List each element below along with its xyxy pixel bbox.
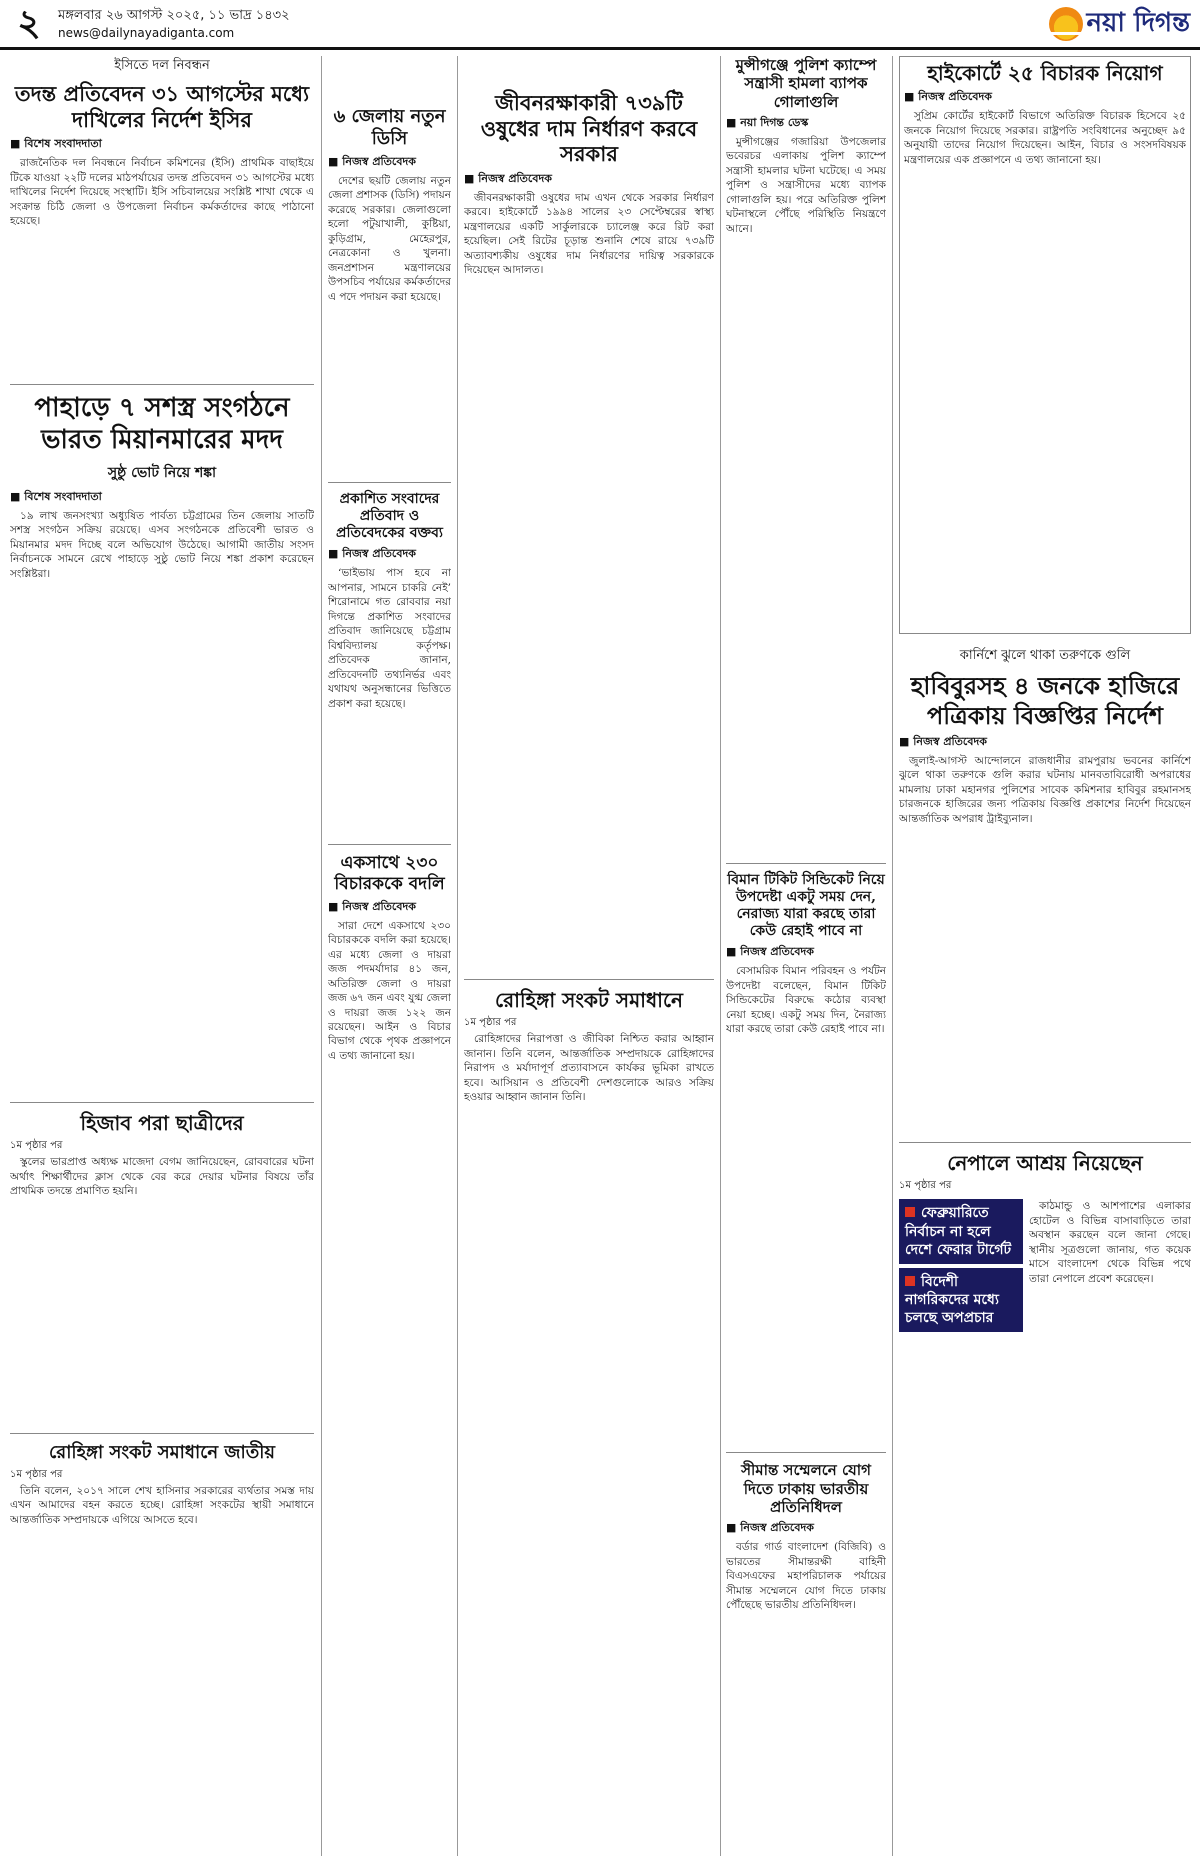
story-paragraph: ‘ভাইভায় পাস হবে না আপনার, সামনে চাকরি নেই’ শিরোনামে গত রোববার নয়া দিগন্তে প্রকাশিত সংবাদের প্রতিবাদ জানিয়েছে চট্টগ্রাম বিশ্ববিদ্যালয় কর্তৃপক্ষ। প্রতিবেদক জানান, প্রতিবেদনটি তথ্যনির্ভর এবং যথাযথ অনুসন্ধানের ভিত্তিতে প্রকাশ করা হয়েছে। (328, 567, 451, 710)
story-paragraph: মুন্সীগঞ্জের গজারিয়া উপজেলার ভবেরচর এলাকায় পুলিশ ক্যাম্পে সন্ত্রাসী হামলার ঘটনা ঘটেছে। এ সময় পুলিশ ও সন্ত্রাসীদের মধ্যে ব্যাপক গোলাগুলি হয়। পরে অতিরিক্ত পুলিশ ঘটনাস্থলে পৌঁছে পরিস্থিতি নিয়ন্ত্রণে আনে। (726, 135, 886, 235)
highlight-item (899, 1268, 1023, 1333)
story-body (328, 174, 451, 474)
story-kicker: ইসিতে দল নিবন্ধন (114, 58, 210, 73)
story-headline[interactable]: পাহাড়ে ৭ সশস্ত্র সংগঠনে ভারত মিয়ানমারের মদদ (34, 393, 290, 455)
newspaper-logo[interactable] (1049, 4, 1190, 44)
story-byline: ■ নয়া দিগন্ত ডেস্ক (726, 114, 886, 133)
continuation-label: ১ম পৃষ্ঠার পর (899, 1180, 952, 1192)
story-byline: ■ বিশেষ সংবাদদাতা (10, 488, 314, 507)
story-byline: ■ নিজস্ব প্রতিবেদক (904, 88, 1186, 107)
story-headline[interactable]: মুন্সীগঞ্জে পুলিশ ক্যাম্পে সন্ত্রাসী হামলা ব্যাপক গোলাগুলি (735, 56, 877, 111)
story-headline[interactable]: তদন্ত প্রতিবেদন ৩১ আগস্টের মধ্যে দাখিলের নির্দেশ ইসির (14, 81, 310, 132)
story-paragraph: সুপ্রিম কোর্টের হাইকোর্ট বিভাগে অতিরিক্ত বিচারক হিসেবে ২৫ জনকে নিয়োগ দিয়েছে সরকার। রাষ্ট্রপতি সংবিধানের অনুচ্ছেদ ৯৫ অনুযায়ী তাদের নিয়োগ দিয়েছেন। আইন, বিচার ও সংসদবিষয়ক মন্ত্রণালয়ের এক প্রজ্ঞাপনে এ তথ্য জানানো হয়। (904, 110, 1186, 166)
story-byline: ■ নিজস্ব প্রতিবেদক (328, 545, 451, 564)
column-2 (328, 56, 451, 1862)
masthead (0, 0, 1200, 50)
story-box (899, 56, 1191, 634)
highlight-text: ফেব্রুয়ারিতে নির্বাচন না হলে দেশে ফেরার টার্গেট (905, 1205, 1012, 1258)
story-divider (726, 863, 886, 864)
story-paragraph: দেশের ছয়টি জেলায় নতুন জেলা প্রশাসক (ডিসি) পদায়ন করেছে সরকার। জেলাগুলো হলো পটুয়াখালী, কুষ্টিয়া, কুড়িগ্রাম, মেহেরপুর, নেত্রকোনা ও খুলনা। জনপ্রশাসন মন্ত্রণালয়ের উপসচিব পর্যায়ের কর্মকর্তাদের এ পদে পদায়ন করা হয়েছে। (328, 174, 451, 303)
story-paragraph: জীবনরক্ষাকারী ওষুধের দাম এখন থেকে সরকার নির্ধারণ করবে। হাইকোর্টে ১৯৯৪ সালের ২৩ সেপ্টেম্বরের স্বাস্থ্য মন্ত্রণালয়ের একটি সার্কুলারকে চ্যালেঞ্জ করে রিট করা হয়েছিল। সেই রিটের চূড়ান্ত শুনানি শেষে রায়ে ৭৩৯টি অত্যাবশ্যকীয় ওষুধের দাম নির্ধারণের দায়িত্ব সরকারকে দিয়েছেন আদালত। (464, 191, 714, 277)
column-divider (892, 56, 893, 1856)
story-headline[interactable]: বিমান টিকিট সিন্ডিকেট নিয়ে উপদেষ্টা একটু সময় দেন, নেরাজ্য যারা করছে তারা কেউ রেহাই পাবে না (727, 871, 885, 940)
story-with-highlights (899, 1199, 1191, 1839)
column-1 (10, 56, 314, 1862)
sun-logo-icon (1049, 7, 1083, 41)
story-headline[interactable]: হিজাব পরা ছাত্রীদের (80, 1110, 244, 1135)
story-kicker: কার্নিশে ঝুলে থাকা তরুণকে গুলি (959, 648, 1131, 664)
story-body (899, 754, 1191, 1134)
story-paragraph: রাজনৈতিক দল নিবন্ধনে নির্বাচন কমিশনের (ইসি) প্রাথমিক বাছাইয়ে টিকে যাওয়া ২২টি দলের মাঠপর্যায়ের তদন্ত প্রতিবেদন ৩১ আগস্টের মধ্যে দাখিলের নির্দেশ দিয়েছে সংস্থাটি। ইসি সচিবালয়ের সংশ্লিষ্ট শাখা থেকে এ সংক্রান্ত চিঠি জেলা ও উপজেলা নির্বাচন কর্মকর্তাদের কাছে পাঠানো হয়েছে। (10, 157, 314, 228)
story-byline: ■ নিজস্ব প্রতিবেদক (328, 898, 451, 917)
column-5 (899, 56, 1191, 1862)
story-body (904, 109, 1186, 629)
story-body (328, 919, 451, 1759)
story-divider (726, 1452, 886, 1453)
story-headline[interactable]: রোহিঙ্গা সংকট সমাধানে জাতীয় (49, 1442, 275, 1464)
column-divider (321, 56, 322, 1856)
story-headline[interactable]: হাবিবুরসহ ৪ জনকে হাজিরে পত্রিকায় বিজ্ঞপ্তির নির্দেশ (910, 671, 1180, 730)
news-email[interactable]: news@dailynayadiganta.com (58, 26, 235, 40)
story-divider (10, 1102, 314, 1103)
story-paragraph: জুলাই-আগস্ট আন্দোলনে রাজধানীর রামপুরায় ভবনের কার্নিশে ঝুলে থাকা তরুণকে গুলি করার ঘটনায় মানবতাবিরোধী অপরাধের মামলায় ঢাকা মহানগর পুলিশের সাবেক কমিশনার হাবিবুর রহমানসহ চারজনকে হাজিরের জন্য পত্রিকায় বিজ্ঞপ্তি প্রকাশের নির্দেশ দিয়েছেন আন্তর্জাতিক অপরাধ ট্রাইব্যুনাল। (899, 754, 1191, 825)
continuation-label: ১ম পৃষ্ঠার পর (10, 1469, 63, 1480)
story-body (464, 1032, 714, 1862)
story-divider (464, 979, 714, 980)
highlight-text: বিদেশী নাগরিকদের মধ্যে চলছে অপপ্রচার (905, 1273, 999, 1327)
column-3 (464, 56, 714, 1862)
continuation-label: ১ম পৃষ্ঠার পর (10, 1140, 63, 1152)
bullet-square-icon (905, 1276, 915, 1286)
story-body (10, 1484, 314, 1862)
story-paragraph: বর্ডার গার্ড বাংলাদেশ (বিজিবি) ও ভারতের সীমান্তরক্ষী বাহিনী বিএসএফের মহাপরিচালক পর্যায়ের সীমান্ত সম্মেলনে যোগ দিতে ঢাকায় পৌঁছেছে ভারতীয় প্রতিনিধিদল। (726, 1541, 886, 1612)
bullet-square-icon (905, 1207, 915, 1217)
story-headline[interactable]: ৬ জেলায় নতুন ডিসি (333, 106, 446, 149)
story-body (10, 156, 314, 376)
story-byline: ■ নিজস্ব প্রতিবেদক (328, 153, 451, 172)
story-headline[interactable]: নেপালে আশ্রয় নিয়েছেন (947, 1150, 1143, 1175)
highlight-item (899, 1199, 1023, 1264)
story-body (726, 135, 886, 855)
story-subhead: সুষ্ঠু ভোট নিয়ে শঙ্কা (107, 464, 217, 481)
story-body (1029, 1199, 1191, 1839)
continuation-label: ১ম পৃষ্ঠার পর (464, 1017, 517, 1029)
story-body (328, 566, 451, 836)
story-paragraph: ১৯ লাখ জনসংখ্যা অধ্যুষিত পার্বত্য চট্টগ্রামের তিন জেলায় সাতটি সশস্ত্র সংগঠন সক্রিয় রয়েছে। এসব সংগঠনকে প্রতিবেশী ভারত ও মিয়ানমার মদদ দিচ্ছে বলে অভিযোগ উঠেছে। আগামী জাতীয় সংসদ নির্বাচনকে সামনে রেখে পাহাড়ে সুষ্ঠু ভোট নিয়ে শঙ্কা প্রকাশ করেছেন সংশ্লিষ্টরা। (10, 509, 314, 580)
story-headline[interactable]: জীবনরক্ষাকারী ৭৩৯টি ওষুধের দাম নির্ধারণ করবে সরকার (480, 90, 698, 167)
column-divider (457, 56, 458, 1856)
story-body (10, 509, 314, 1094)
story-headline[interactable]: সীমান্ত সম্মেলনে যোগ দিতে ঢাকায় ভারতীয় প্রতিনিধিদল (741, 1461, 871, 1516)
story-byline: ■ নিজস্ব প্রতিবেদক (726, 1519, 886, 1538)
column-divider (720, 56, 721, 1856)
story-paragraph: তিনি বলেন, ২০১৭ সালে শেখ হাসিনার সরকারের ব্যর্থতার সমস্ত দায় এখন আমাদের বহন করতে হচ্ছে। রোহিঙ্গা সংকটের স্থায়ী সমাধানে আন্তর্জাতিক সম্প্রদায়কে এগিয়ে আসতে হবে। (10, 1485, 314, 1526)
story-headline[interactable]: প্রকাশিত সংবাদের প্রতিবাদ ও প্রতিবেদকের বক্তব্য (336, 490, 443, 542)
story-headline[interactable]: একসাথে ২৩০ বিচারককে বদলি (334, 853, 445, 894)
highlight-box (899, 1199, 1023, 1839)
story-divider (10, 384, 314, 385)
story-byline: ■ নিজস্ব প্রতিবেদক (464, 170, 714, 189)
story-body (726, 1540, 886, 1800)
story-body (464, 191, 714, 971)
story-divider (10, 1433, 314, 1434)
issue-date: মঙ্গলবার ২৬ আগস্ট ২০২৫, ১১ ভাদ্র ১৪৩২ (58, 8, 290, 23)
story-paragraph: কাঠমান্ডু ও আশপাশের এলাকার হোটেল ও বিভিন্ন বাসাবাড়িতে তারা অবস্থান করছেন বলে জানা গেছে। স্থানীয় সূত্রগুলো জানায়, গত কয়েক মাসে বাংলাদেশ থেকে বিভিন্ন পথে তারা নেপালে প্রবেশ করেছেন। (1029, 1200, 1191, 1285)
story-body (10, 1155, 314, 1425)
page-number: ২ (17, 2, 41, 44)
logo-text: নয়া দিগন্ত (1086, 8, 1190, 38)
story-byline: ■ নিজস্ব প্রতিবেদক (726, 943, 886, 962)
story-paragraph: বেসামরিক বিমান পরিবহন ও পর্যটন উপদেষ্টা বলেছেন, বিমান টিকিট সিন্ডিকেটের বিরুদ্ধে কঠোর ব্যবস্থা নেয়া হচ্ছে। একটু সময় দিন, নৈরাজ্য যারা করছে তারা কেউ রেহাই পাবে না। (726, 965, 886, 1036)
story-headline[interactable]: হাইকোর্টে ২৫ বিচারক নিয়োগ (927, 61, 1163, 85)
story-body (726, 964, 886, 1444)
story-divider (899, 1142, 1191, 1143)
column-4 (726, 56, 886, 1862)
story-paragraph: স্কুলের ভারপ্রাপ্ত অধ্যক্ষ মাজেদা বেগম জানিয়েছেন, রোববারের ঘটনা অর্থাৎ শিক্ষার্থীদের ক্লাস থেকে বের করে দেয়ার ঘটনার বিষয়ে তাঁর প্রাথমিক তদন্তে প্রমাণিত হয়নি। (10, 1156, 314, 1198)
story-divider (328, 844, 451, 845)
story-paragraph: সারা দেশে একসাথে ২৩০ বিচারককে বদলি করা হয়েছে। এর মধ্যে জেলা ও দায়রা জজ পদমর্যাদার ৪১ জন, অতিরিক্ত জেলা ও দায়রা জজ ৬৭ জন এবং যুগ্ম জেলা ও দায়রা জজ ১২২ জন রয়েছেন। আইন ও বিচার বিভাগ থেকে পৃথক প্রজ্ঞাপনে এ তথ্য জানানো হয়। (328, 919, 451, 1062)
story-byline: ■ নিজস্ব প্রতিবেদক (899, 733, 1191, 752)
story-byline: ■ বিশেষ সংবাদদাতা (10, 135, 314, 154)
story-divider (328, 482, 451, 483)
story-paragraph: রোহিঙ্গাদের নিরাপত্তা ও জীবিকা নিশ্চিত করার আহ্বান জানান। তিনি বলেন, আন্তর্জাতিক সম্প্রদায়কে রোহিঙ্গাদের নিরাপদ ও মর্যাদাপূর্ণ প্রত্যাবাসনে কার্যকর ভূমিকা রাখতে হবে। আসিয়ান ও প্রতিবেশী দেশগুলোকে আরও সক্রিয় হওয়ার আহ্বান জানান তিনি। (464, 1033, 714, 1104)
story-headline[interactable]: রোহিঙ্গা সংকট সমাধানে (495, 987, 683, 1012)
